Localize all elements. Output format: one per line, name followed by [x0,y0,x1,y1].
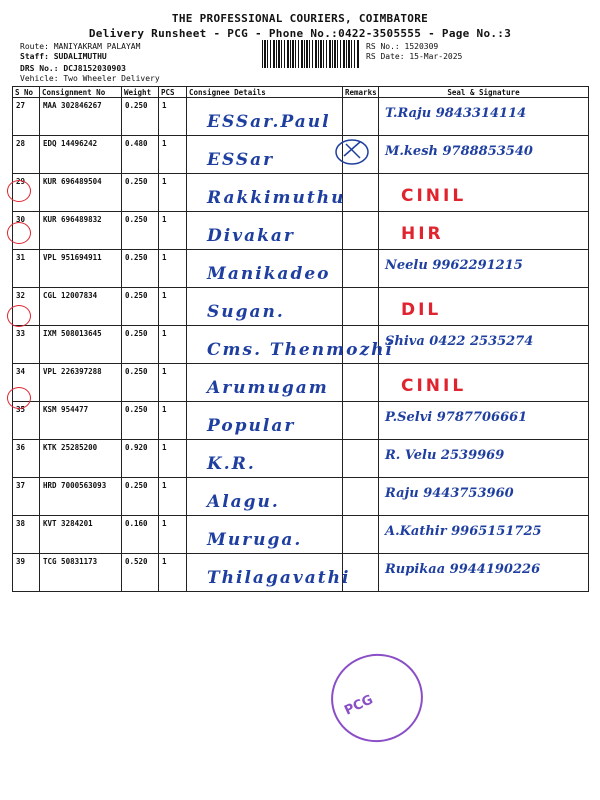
row-weight: 0.520 [122,554,159,592]
table-row [13,402,589,440]
handwritten-signature: P.Selvi 9787706661 [385,410,528,425]
handwritten-consignee: Sugan. [207,302,285,322]
row-sno: 33 [13,326,40,364]
table-header-row [13,87,589,98]
row-pcs: 1 [159,136,187,174]
row-signature-cell [379,136,589,174]
row-weight: 0.920 [122,440,159,478]
handwritten-signature: Neelu 9962291215 [385,258,523,273]
row-consignee-cell [187,364,343,402]
row-remarks [343,478,379,516]
row-remarks [343,288,379,326]
row-weight: 0.250 [122,364,159,402]
table-row [13,212,589,250]
mark-circle [7,305,31,327]
row-pcs: 1 [159,212,187,250]
row-signature-cell [379,326,589,364]
row-remarks [343,554,379,592]
row-sno: 38 [13,516,40,554]
row-consignment: EDQ 14496242 [40,136,122,174]
table-row [13,136,589,174]
row-sno: 39 [13,554,40,592]
table-row [13,440,589,478]
row-signature-cell [379,212,589,250]
col-consignee: Consignee Details [187,87,343,98]
table-body [13,98,589,592]
handwritten-consignee: K.R. [207,454,256,474]
mark-circle [7,222,31,244]
row-signature-cell [379,250,589,288]
row-consignment: KUR 696489832 [40,212,122,250]
row-sno: 28 [13,136,40,174]
row-pcs: 1 [159,288,187,326]
table-row [13,98,589,136]
row-consignee-cell [187,326,394,364]
row-pcs: 1 [159,174,187,212]
table-row [13,326,589,364]
row-consignee-cell [187,250,343,288]
table-row [13,516,589,554]
row-consignment: KSM 954477 [40,402,122,440]
handwritten-consignee: Muruga. [207,530,303,550]
handwritten-signature: HIR [401,224,444,244]
handwritten-signature: Shiva 0422 2535274 [385,334,534,349]
row-remarks [343,516,379,554]
handwritten-consignee: ESSar.Paul [207,112,331,132]
row-sno: 31 [13,250,40,288]
rs-number: RS No.: 1520309 [366,42,439,51]
row-consignee-cell [187,212,343,250]
handwritten-signature: Raju 9443753960 [385,486,514,501]
company-title: THE PROFESSIONAL COURIERS, COIMBATORE [171,12,429,25]
row-pcs: 1 [159,478,187,516]
table-row [13,364,589,402]
handwritten-consignee: Popular [207,416,296,436]
row-pcs: 1 [159,98,187,136]
row-sno: 27 [13,98,40,136]
row-remarks [343,326,379,364]
row-weight: 0.250 [122,250,159,288]
pcg-stamp [323,645,431,750]
row-pcs: 1 [159,516,187,554]
row-consignee-cell [187,554,351,592]
handwritten-signature: CINIL [401,186,467,206]
meta-right [366,42,462,62]
row-remarks [343,250,379,288]
col-consignment: Consignment No [40,87,122,98]
row-consignment: MAA 302846267 [40,98,122,136]
rs-date: RS Date: 15-Mar-2025 [366,52,463,61]
handwritten-consignee: Divakar [207,226,295,246]
col-weight: Weight [122,87,159,98]
row-pcs: 1 [159,440,187,478]
handwritten-signature: A.Kathir 9965151725 [385,524,542,539]
row-consignment: CGL 12007834 [40,288,122,326]
row-sno: 30 [13,212,40,250]
runsheet-subtitle: Delivery Runsheet - PCG - Phone No.:0422-3505555 - Page No.:3 [88,27,512,40]
row-consignee-cell [187,174,346,212]
row-consignment: VPL 951694911 [40,250,122,288]
row-pcs: 1 [159,250,187,288]
table-row [13,478,589,516]
row-consignee-cell [187,98,343,136]
handwritten-consignee: ESSar [207,150,275,170]
row-consignment: VPL 226397288 [40,364,122,402]
row-sno: 37 [13,478,40,516]
row-pcs: 1 [159,554,187,592]
row-sno: 29 [13,174,40,212]
table-row [13,250,589,288]
row-consignment: IXM 508013645 [40,326,122,364]
row-signature-cell [379,288,589,326]
route-label: Route: MANIYAKRAM PALAYAM [20,42,141,51]
row-consignee-cell [187,136,343,174]
row-sno: 34 [13,364,40,402]
handwritten-signature: DIL [401,300,442,320]
row-remarks [343,402,379,440]
row-consignee-cell [187,440,343,478]
row-weight: 0.250 [122,326,159,364]
row-pcs: 1 [159,364,187,402]
row-signature-cell [379,440,589,478]
handwritten-signature: Rupikaa 9944190226 [385,562,541,577]
row-consignee-cell [187,478,343,516]
row-weight: 0.250 [122,478,159,516]
barcode [262,40,360,68]
mark-circle [7,387,31,409]
handwritten-signature: R. Velu 2539969 [385,448,505,463]
table-row [13,554,589,592]
vehicle-label: Vehicle: Two Wheeler Delivery [20,74,160,83]
handwritten-signature: M.kesh 9788853540 [385,144,533,159]
row-remarks [343,212,379,250]
row-sno: 35 [13,402,40,440]
handwritten-consignee: Rakkimuthu [207,188,346,208]
row-consignment: TCG 50831173 [40,554,122,592]
row-pcs: 1 [159,326,187,364]
row-weight: 0.250 [122,174,159,212]
row-sno: 36 [13,440,40,478]
row-weight: 0.250 [122,98,159,136]
col-sno: S No [13,87,40,98]
staff-label: Staff: SUDALIMUTHU [20,52,107,61]
col-remarks: Remarks [343,87,379,98]
handwritten-consignee: Alagu. [207,492,280,512]
row-remarks [343,364,379,402]
drs-label: DRS No.: DCJ8152030903 [20,64,126,73]
row-signature-cell [379,402,589,440]
row-weight: 0.250 [122,288,159,326]
row-consignment: KVT 3284201 [40,516,122,554]
row-consignment: KUR 696489504 [40,174,122,212]
handwritten-consignee: Thilagavathi [207,568,351,588]
row-weight: 0.250 [122,402,159,440]
mark-circle [7,180,31,202]
remarks-scribble [330,128,380,173]
runsheet-table [12,86,589,592]
row-signature-cell [379,554,589,592]
table-row [13,288,589,326]
col-signature: Seal & Signature [379,87,589,98]
row-remarks [343,174,379,212]
row-signature-cell [379,478,589,516]
handwritten-consignee: Cms. Thenmozhi [207,340,394,360]
handwritten-signature: T.Raju 9843314114 [385,106,527,121]
row-consignment: HRD 7000563093 [40,478,122,516]
row-weight: 0.250 [122,212,159,250]
handwritten-signature: CINIL [401,376,467,396]
row-remarks [343,440,379,478]
row-pcs: 1 [159,402,187,440]
col-pcs: PCS [159,87,187,98]
row-signature-cell [379,98,589,136]
row-signature-cell [379,364,589,402]
row-weight: 0.160 [122,516,159,554]
row-consignee-cell [187,288,343,326]
handwritten-consignee: Arumugam [207,378,329,398]
row-sno: 32 [13,288,40,326]
table-row [13,174,589,212]
row-signature-cell [379,516,589,554]
pcg-stamp-text: PCG [342,692,376,719]
handwritten-consignee: Manikadeo [207,264,331,284]
row-consignee-cell [187,402,343,440]
row-consignee-cell [187,516,343,554]
row-signature-cell [379,174,589,212]
row-weight: 0.480 [122,136,159,174]
row-consignment: KTK 25285200 [40,440,122,478]
meta-left [20,42,160,84]
